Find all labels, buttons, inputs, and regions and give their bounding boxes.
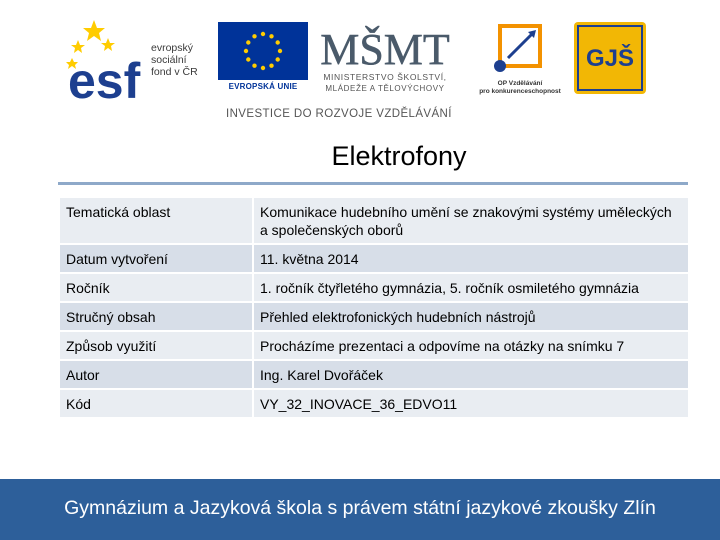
investice-slogan: INVESTICE DO ROZVOJE VZDĚLÁVÁNÍ xyxy=(226,108,452,120)
table-row xyxy=(60,274,688,301)
esf-star-icon xyxy=(83,20,105,41)
msmt-monogram: MŠMT xyxy=(320,25,450,74)
table-row xyxy=(60,198,688,243)
msmt-line-1: MINISTERSTVO ŠKOLSTVÍ, xyxy=(323,72,447,82)
op-line-2: pro konkurenceschopnost xyxy=(479,88,561,95)
esf-name xyxy=(151,42,198,78)
logo-strip xyxy=(0,0,720,130)
esf-line-1: evropský xyxy=(151,42,194,54)
title-divider xyxy=(58,182,688,185)
row-value: Přehled elektrofonických hudebních nástrojů xyxy=(254,303,688,330)
row-key: Tematická oblast xyxy=(60,198,252,243)
row-key: Datum vytvoření xyxy=(60,245,252,272)
msmt-line-2: MLÁDEŽE A TĚLOVÝCHOVY xyxy=(325,84,445,93)
esf-line-3: fond v ČR xyxy=(151,66,198,78)
eu-caption: EVROPSKÁ UNIE xyxy=(228,82,298,91)
row-value: 1. ročník čtyřletého gymnázia, 5. ročník osmiletého gymnázia xyxy=(254,274,688,301)
row-key: Ročník xyxy=(60,274,252,301)
gjs-letters: GJŠ xyxy=(585,45,635,72)
page-title: Elektrofony xyxy=(331,141,467,171)
row-value: 11. května 2014 xyxy=(254,245,688,272)
op-line-1: OP Vzdělávání xyxy=(497,80,543,87)
table-row xyxy=(60,303,688,330)
row-value: Procházíme prezentaci a odpovíme na otázky na snímku 7 xyxy=(254,332,688,359)
table-row xyxy=(60,332,688,359)
row-key: Způsob využití xyxy=(60,332,252,359)
gjs-crest xyxy=(574,22,646,94)
footer-text: Gymnázium a Jazyková škola s právem státní jazykové zkoušky Zlín xyxy=(64,497,656,519)
op-logo xyxy=(478,22,562,80)
row-value: VY_32_INOVACE_36_EDVO11 xyxy=(254,390,688,417)
info-table xyxy=(58,196,690,419)
row-value: Ing. Karel Dvořáček xyxy=(254,361,688,388)
row-key: Autor xyxy=(60,361,252,388)
row-value: Komunikace hudebního umění se znakovými systémy uměleckých a společenských oborů xyxy=(254,198,688,243)
esf-acronym: esf xyxy=(68,53,141,102)
row-key: Kód xyxy=(60,390,252,417)
table-row xyxy=(60,390,688,417)
row-key: Stručný obsah xyxy=(60,303,252,330)
esf-line-2: sociální xyxy=(151,54,187,66)
table-row xyxy=(60,361,688,388)
table-row xyxy=(60,245,688,272)
